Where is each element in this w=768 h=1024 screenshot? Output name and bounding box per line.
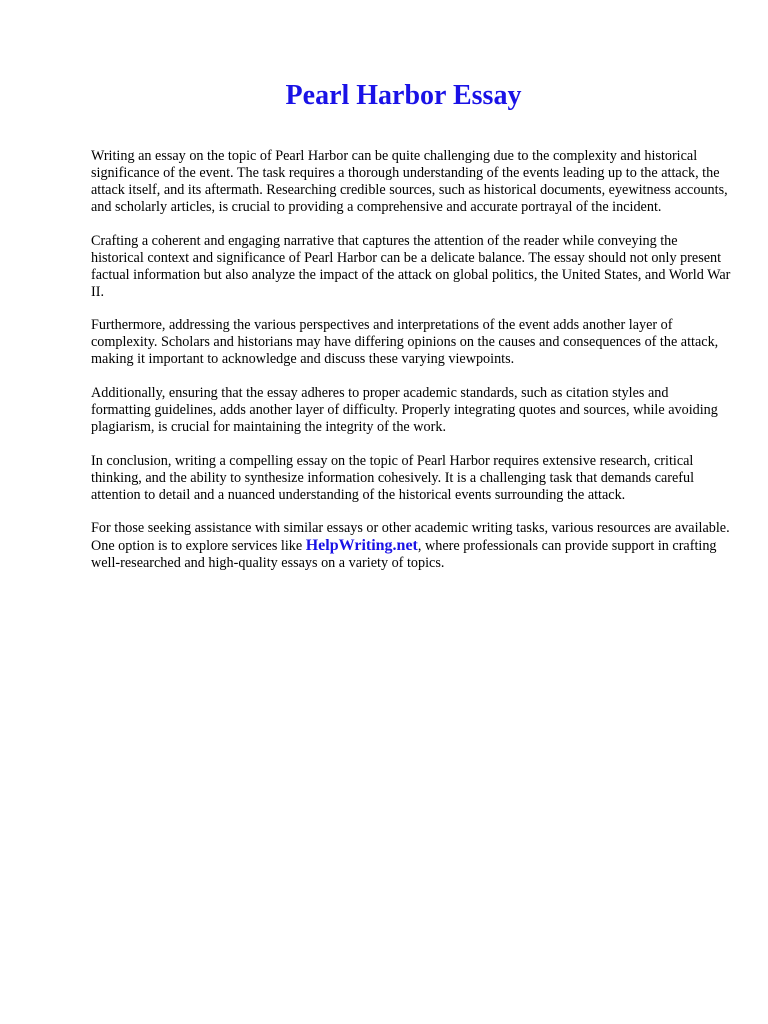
resources-text-after-link: , where professionals can provide support in crafting well-researched and high-quality essays on a variety of topics. (91, 538, 717, 572)
paragraph-conclusion: In conclusion, writing a compelling essay on the topic of Pearl Harbor requires extensive research, critical thinking, and the ability to synthesize information cohesively. It is a challenging task that demands careful attention to detail and a nuanced understanding of the historical events surrounding the attack. (91, 452, 695, 503)
page-title (91, 78, 728, 114)
paragraph-intro: Writing an essay on the topic of Pearl Harbor can be quite challenging due to the complexity and historical significance of the event. The task requires a thorough understanding of the events leading up to the attack, the attack itself, and its aftermath. Researching credible sources, such as historical documents, eyewitness accounts, and scholarly articles, is crucial to providing a comprehensive and accurate portrayal of the incident. (91, 148, 728, 215)
resources-text-before-link: For those seeking assistance with similar essays or other academic writing tasks, various resources are available. One option is to explore services like (91, 520, 730, 555)
paragraph-perspectives: Furthermore, addressing the various perspectives and interpretations of the event adds another layer of complexity. Scholars and historians may have differing opinions on the causes and consequences of the attack, making it important to acknowledge and discuss these varying viewpoints. (91, 317, 719, 368)
helpwriting-link[interactable]: HelpWriting.net (305, 537, 418, 555)
paragraph-narrative: Crafting a coherent and engaging narrative that captures the attention of the reader while conveying the historical context and significance of Pearl Harbor can be a delicate balance. The essay should not only present factual information but also analyze the impact of the attack on global politics, the United States, and World War II. (91, 232, 731, 300)
page-title-text: Pearl Harbor Essay (285, 80, 522, 111)
paragraph-standards: Additionally, ensuring that the essay adheres to proper academic standards, such as citation styles and formatting guidelines, adds another layer of difficulty. Properly integrating quotes and sources, while avoiding plagiarism, is crucial for maintaining the integrity of the work. (91, 385, 718, 436)
paragraph-resources (91, 520, 731, 572)
